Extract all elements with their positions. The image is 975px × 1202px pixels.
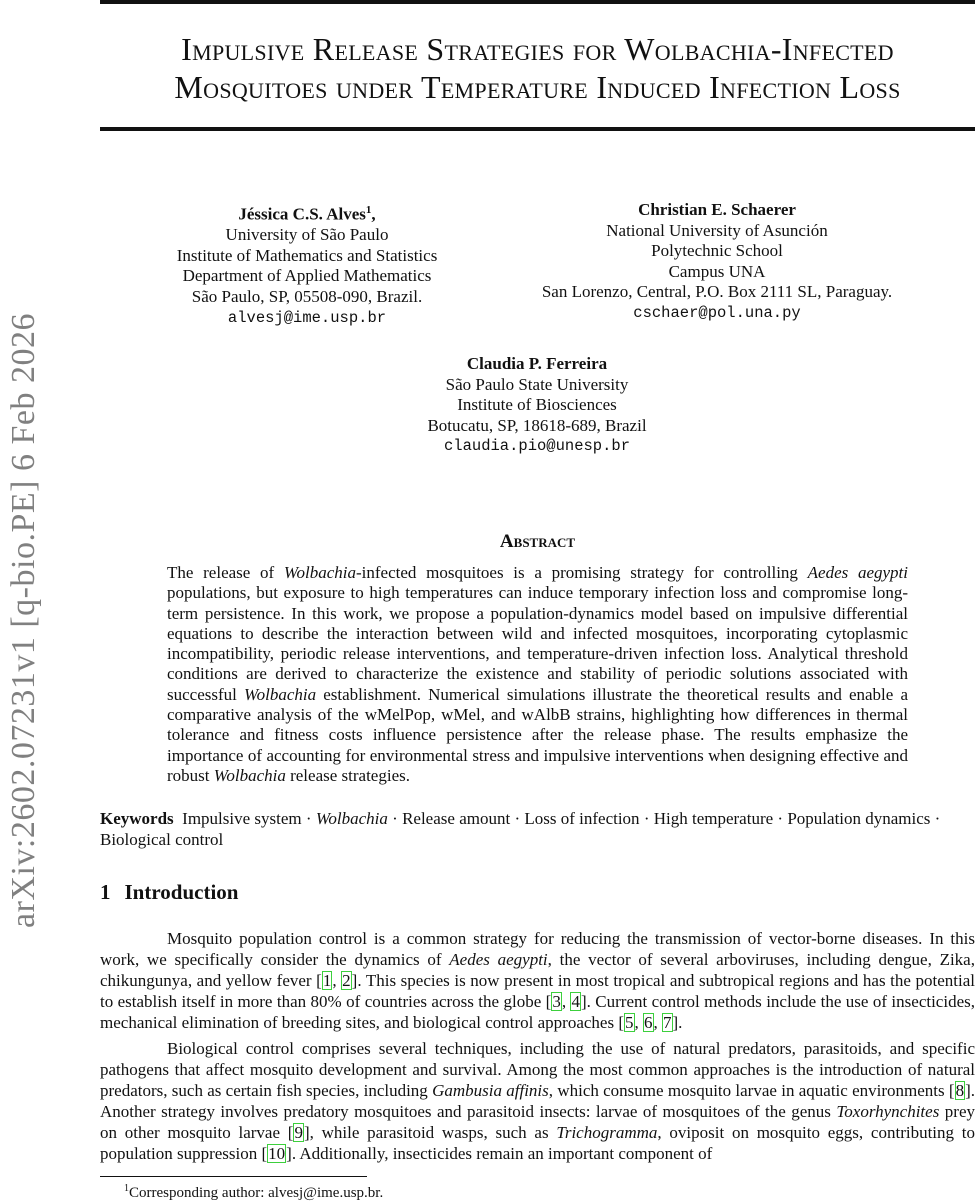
author-email: claudia.pio@unesp.br	[443, 437, 631, 456]
keywords-label: Keywords	[100, 809, 174, 828]
arxiv-identifier-stamp: arXiv:2602.07231v1 [q-bio.PE] 6 Feb 2026	[5, 313, 42, 928]
citation-link[interactable]: 5	[625, 1012, 634, 1032]
author-affiliation-line: Department of Applied Mathematics	[182, 266, 432, 286]
abstract-body: The release of Wolbachia-infected mosquitoes is a promising strategy for controlling Aedes aegypti populations, but exposure to high temperatures can induce temporary infection loss and compromise long-term persistence. In this work, we propose a population-dynamics model based on impulsive differential equations to describe the interaction between wild and infected mosquitoes, incorporating cytoplasmic incompatibility, periodic release interventions, and temperature-driven infection loss. Analytical threshold conditions are derived to characterize the existence and stability of periodic solutions associated with successful Wolbachia establishment. Numerical simulations illustrate the theoretical results and enable a comparative analysis of the wMelPop, wMel, and wAlbB strains, highlighting how differences in thermal tolerance and fitness costs influence persistence after the release phase. The results emphasize the importance of accounting for environmental stress and impulsive interventions when designing effective and robust Wolbachia release strategies.	[167, 563, 908, 785]
paper-title	[100, 30, 975, 106]
keywords: Keywords Impulsive system · Wolbachia · Release amount · Loss of infection · High temperature · Population dynamics · Biological control	[100, 809, 941, 849]
author-affiliation-line: São Paulo State University	[445, 374, 629, 394]
author-name: Christian E. Schaerer	[638, 200, 796, 219]
citation-link[interactable]: 7	[663, 1012, 672, 1032]
footnote	[124, 1180, 383, 1202]
author-name: Claudia P. Ferreira	[466, 354, 608, 373]
author-affiliation-line: Botucatu, SP, 18618-689, Brazil	[427, 415, 647, 435]
author-affiliation-line: Polytechnic School	[651, 241, 783, 261]
author-affiliation-line: National University of Asunción	[606, 220, 828, 240]
citation-link[interactable]: 10	[268, 1143, 286, 1163]
author-email: alvesj@ime.usp.br	[227, 308, 387, 327]
citation-link[interactable]: 6	[644, 1012, 653, 1032]
author-affiliation-line: São Paulo, SP, 05508-090, Brazil.	[191, 287, 423, 307]
author-affiliation-line: Institute of Mathematics and Statistics	[176, 245, 438, 265]
section-heading-introduction	[100, 880, 238, 905]
title-rule-top	[100, 0, 975, 4]
author-footnote-marker[interactable]: 1	[365, 204, 372, 216]
author-affiliation-line: Campus UNA	[668, 261, 766, 281]
citation-link[interactable]: 8	[955, 1080, 965, 1100]
author-block-2	[520, 200, 914, 324]
author-affiliation-line: University of São Paulo	[225, 225, 389, 245]
citation-link[interactable]: 9	[294, 1122, 303, 1142]
intro-paragraph-2: Biological control comprises several techniques, including the use of natural predators, parasitoids, and specific pathogens that affect mosquito development and survival. Among the most common approaches is the introduction of natural predators, such as certain fish species, including Gambusia affinis, which consume mosquito larvae in aquatic environments [8]. Another strategy involves predatory mosquitoes and parasitoid insects: larvae of mosquitoes of the genus Toxorhynchites prey on other mosquito larvae [9], while parasitoid wasps, such as Trichogramma, oviposit on mosquito eggs, contributing to population suppression [10]. Additionally, insecticides remain an important component of	[100, 1039, 975, 1163]
citation-link[interactable]: 1	[322, 970, 332, 990]
abstract-heading: Abstract	[499, 531, 576, 552]
citation-link[interactable]: 4	[571, 991, 580, 1011]
footnote-rule	[100, 1176, 367, 1177]
title-line-2: Mosquitoes under Temperature Induced Infection Loss	[174, 69, 901, 105]
author-name: Jéssica C.S. Alves$^1$,	[238, 204, 376, 224]
intro-paragraph-1: Mosquito population control is a common strategy for reducing the transmission of vector-borne diseases. In this work, we specifically consider the dynamics of Aedes aegypti, the vector of several arboviruses, including dengue, Zika, chikungunya, and yellow fever [1, 2]. This species is now present in most tropical and subtropical regions and has the potential to establish itself in more than 80% of countries across the globe [3, 4]. Current control methods include the use of insecticides, mechanical elimination of breeding sites, and biological control approaches [5, 6, 7].	[100, 929, 975, 1032]
title-line-1: Impulsive Release Strategies for Wolbachia-Infected	[181, 31, 894, 67]
citation-link[interactable]: 2	[342, 970, 351, 990]
section-title: Introduction	[124, 880, 239, 904]
citation-link[interactable]: 3	[552, 991, 561, 1011]
footnote-text: Corresponding author: alvesj@ime.usp.br.	[129, 1185, 384, 1201]
author-block-1	[150, 200, 464, 328]
section-number: 1	[100, 880, 111, 904]
author-block-3	[387, 354, 687, 457]
author-email: cschaer@pol.una.py	[633, 303, 801, 322]
title-rule-bottom	[100, 127, 975, 131]
author-affiliation-line: San Lorenzo, Central, P.O. Box 2111 SL, Paraguay.	[541, 282, 893, 302]
author-affiliation-line: Institute of Biosciences	[457, 395, 617, 415]
footnote-marker: 1	[124, 1183, 129, 1194]
